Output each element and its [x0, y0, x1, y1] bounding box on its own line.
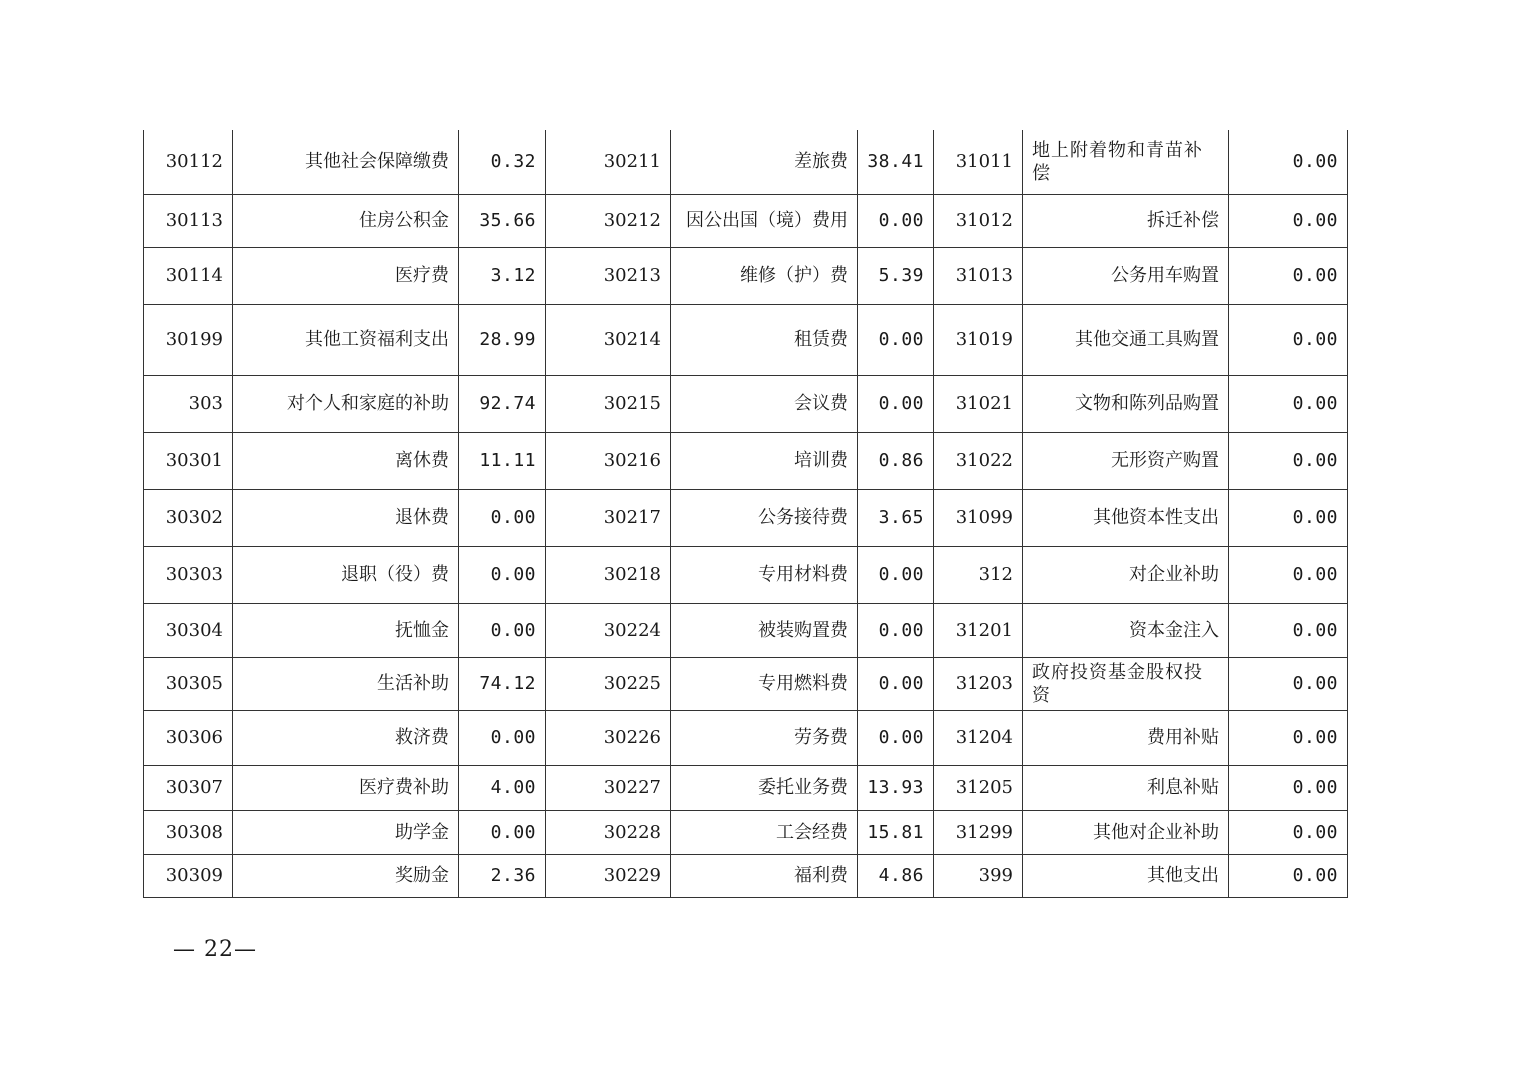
page-number: — 22—	[173, 937, 257, 962]
account-code-cell: 31021	[934, 375, 1023, 432]
table-row	[144, 489, 1348, 546]
account-name-cell: 医疗费补助	[233, 765, 459, 810]
amount-cell: 0.86	[858, 432, 934, 489]
account-code-cell: 31299	[934, 810, 1023, 854]
account-code-cell: 30227	[546, 765, 671, 810]
account-code-cell: 31099	[934, 489, 1023, 546]
amount-cell: 0.00	[858, 304, 934, 375]
account-name-cell: 专用燃料费	[671, 657, 858, 710]
amount-cell: 0.00	[459, 546, 546, 603]
account-code-cell: 31203	[934, 657, 1023, 710]
amount-cell: 0.00	[1229, 854, 1348, 897]
account-code-cell: 30309	[144, 854, 233, 897]
amount-cell: 0.00	[459, 710, 546, 765]
table-row	[144, 130, 1348, 194]
account-code-cell: 30306	[144, 710, 233, 765]
account-name-cell: 其他社会保障缴费	[233, 130, 459, 194]
account-code-cell: 31204	[934, 710, 1023, 765]
account-name-cell: 生活补助	[233, 657, 459, 710]
account-code-cell: 30215	[546, 375, 671, 432]
amount-cell: 0.00	[1229, 489, 1348, 546]
account-name-cell: 其他支出	[1023, 854, 1229, 897]
account-name-cell: 地上附着物和青苗补偿	[1023, 130, 1229, 194]
account-name-cell: 退休费	[233, 489, 459, 546]
account-code-cell: 30211	[546, 130, 671, 194]
amount-cell: 0.00	[1229, 810, 1348, 854]
account-name-cell: 专用材料费	[671, 546, 858, 603]
amount-cell: 4.00	[459, 765, 546, 810]
account-name-cell: 公务用车购置	[1023, 247, 1229, 304]
table-row	[144, 247, 1348, 304]
amount-cell: 0.00	[858, 375, 934, 432]
account-name-cell: 利息补贴	[1023, 765, 1229, 810]
amount-cell: 28.99	[459, 304, 546, 375]
table-row	[144, 657, 1348, 710]
account-code-cell: 30301	[144, 432, 233, 489]
account-code-cell: 30303	[144, 546, 233, 603]
account-code-cell: 30112	[144, 130, 233, 194]
table-row	[144, 603, 1348, 657]
amount-cell: 13.93	[858, 765, 934, 810]
account-name-cell: 劳务费	[671, 710, 858, 765]
account-name-cell: 助学金	[233, 810, 459, 854]
account-code-cell: 31201	[934, 603, 1023, 657]
amount-cell: 0.00	[1229, 130, 1348, 194]
account-name-cell: 其他交通工具购置	[1023, 304, 1229, 375]
account-code-cell: 30214	[546, 304, 671, 375]
amount-cell: 3.65	[858, 489, 934, 546]
amount-cell: 0.00	[1229, 546, 1348, 603]
table-row	[144, 854, 1348, 897]
account-code-cell: 30225	[546, 657, 671, 710]
amount-cell: 0.00	[459, 489, 546, 546]
account-name-cell: 会议费	[671, 375, 858, 432]
account-name-cell: 租赁费	[671, 304, 858, 375]
account-code-cell: 30308	[144, 810, 233, 854]
account-code-cell: 30212	[546, 194, 671, 247]
account-name-cell: 因公出国（境）费用	[671, 194, 858, 247]
amount-cell: 0.00	[1229, 432, 1348, 489]
amount-cell: 5.39	[858, 247, 934, 304]
amount-cell: 0.00	[858, 710, 934, 765]
account-name-cell: 其他工资福利支出	[233, 304, 459, 375]
account-name-cell: 公务接待费	[671, 489, 858, 546]
account-code-cell: 30226	[546, 710, 671, 765]
amount-cell: 0.00	[1229, 304, 1348, 375]
account-name-cell: 奖励金	[233, 854, 459, 897]
amount-cell: 2.36	[459, 854, 546, 897]
account-code-cell: 30304	[144, 603, 233, 657]
amount-cell: 0.00	[858, 194, 934, 247]
account-name-cell: 离休费	[233, 432, 459, 489]
account-name-cell: 维修（护）费	[671, 247, 858, 304]
account-name-cell: 费用补贴	[1023, 710, 1229, 765]
account-name-cell: 培训费	[671, 432, 858, 489]
account-code-cell: 30114	[144, 247, 233, 304]
amount-cell: 3.12	[459, 247, 546, 304]
amount-cell: 11.11	[459, 432, 546, 489]
table-row	[144, 810, 1348, 854]
account-name-cell: 救济费	[233, 710, 459, 765]
amount-cell: 0.00	[1229, 603, 1348, 657]
account-name-cell: 差旅费	[671, 130, 858, 194]
account-name-cell: 拆迁补偿	[1023, 194, 1229, 247]
account-name-cell: 住房公积金	[233, 194, 459, 247]
account-code-cell: 31013	[934, 247, 1023, 304]
account-name-cell: 被装购置费	[671, 603, 858, 657]
amount-cell: 0.00	[459, 810, 546, 854]
account-code-cell: 30217	[546, 489, 671, 546]
account-code-cell: 30305	[144, 657, 233, 710]
account-code-cell: 31022	[934, 432, 1023, 489]
account-name-cell: 政府投资基金股权投资	[1023, 657, 1229, 710]
amount-cell: 0.00	[858, 546, 934, 603]
amount-cell: 0.00	[459, 603, 546, 657]
amount-cell: 0.00	[1229, 765, 1348, 810]
amount-cell: 38.41	[858, 130, 934, 194]
amount-cell: 35.66	[459, 194, 546, 247]
table-body	[144, 130, 1348, 897]
account-name-cell: 对个人和家庭的补助	[233, 375, 459, 432]
account-code-cell: 30224	[546, 603, 671, 657]
amount-cell: 0.00	[1229, 194, 1348, 247]
account-code-cell: 30213	[546, 247, 671, 304]
account-name-cell: 委托业务费	[671, 765, 858, 810]
table-row	[144, 432, 1348, 489]
amount-cell: 0.00	[858, 603, 934, 657]
table-row	[144, 375, 1348, 432]
account-name-cell: 退职（役）费	[233, 546, 459, 603]
account-code-cell: 31205	[934, 765, 1023, 810]
amount-cell: 0.00	[1229, 710, 1348, 765]
account-code-cell: 30228	[546, 810, 671, 854]
table-row	[144, 304, 1348, 375]
account-name-cell: 对企业补助	[1023, 546, 1229, 603]
account-code-cell: 30218	[546, 546, 671, 603]
account-name-cell: 医疗费	[233, 247, 459, 304]
amount-cell: 0.32	[459, 130, 546, 194]
account-name-cell: 抚恤金	[233, 603, 459, 657]
account-code-cell: 30302	[144, 489, 233, 546]
account-code-cell: 303	[144, 375, 233, 432]
account-code-cell: 30216	[546, 432, 671, 489]
amount-cell: 0.00	[1229, 657, 1348, 710]
account-code-cell: 30113	[144, 194, 233, 247]
account-code-cell: 30199	[144, 304, 233, 375]
amount-cell: 15.81	[858, 810, 934, 854]
account-name-cell: 其他资本性支出	[1023, 489, 1229, 546]
account-code-cell: 399	[934, 854, 1023, 897]
account-code-cell: 31012	[934, 194, 1023, 247]
account-name-cell: 其他对企业补助	[1023, 810, 1229, 854]
table-row	[144, 546, 1348, 603]
amount-cell: 0.00	[858, 657, 934, 710]
account-code-cell: 312	[934, 546, 1023, 603]
account-name-cell: 资本金注入	[1023, 603, 1229, 657]
amount-cell: 0.00	[1229, 375, 1348, 432]
expenditure-table	[143, 130, 1348, 898]
table-row	[144, 765, 1348, 810]
account-code-cell: 31011	[934, 130, 1023, 194]
amount-cell: 74.12	[459, 657, 546, 710]
table-row	[144, 710, 1348, 765]
account-code-cell: 30307	[144, 765, 233, 810]
account-code-cell: 30229	[546, 854, 671, 897]
account-code-cell: 31019	[934, 304, 1023, 375]
table-row	[144, 194, 1348, 247]
account-name-cell: 工会经费	[671, 810, 858, 854]
amount-cell: 92.74	[459, 375, 546, 432]
amount-cell: 0.00	[1229, 247, 1348, 304]
amount-cell: 4.86	[858, 854, 934, 897]
account-name-cell: 文物和陈列品购置	[1023, 375, 1229, 432]
account-name-cell: 福利费	[671, 854, 858, 897]
account-name-cell: 无形资产购置	[1023, 432, 1229, 489]
